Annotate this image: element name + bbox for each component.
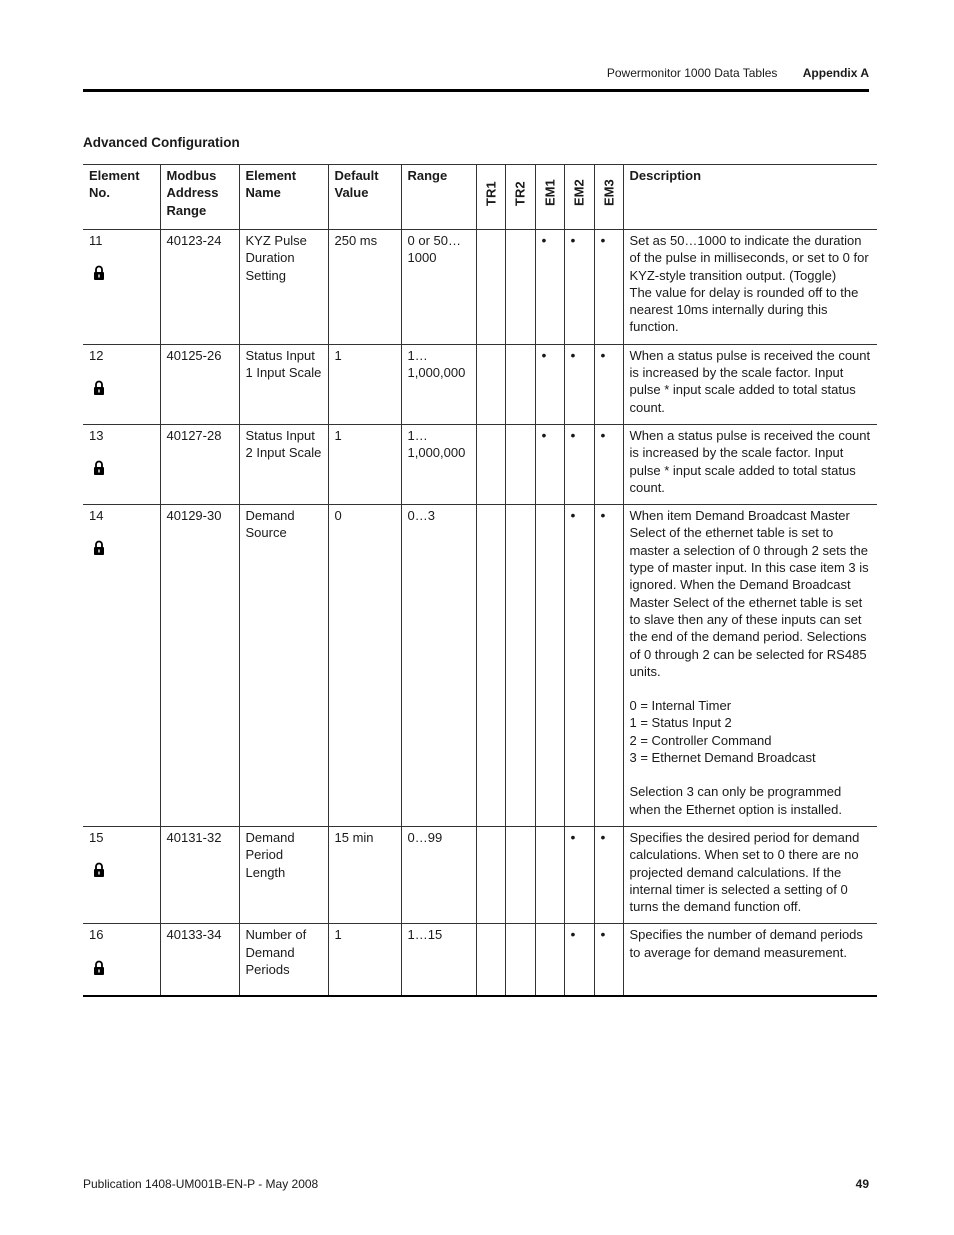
table-row <box>83 424 877 504</box>
cell-element-no <box>83 230 160 345</box>
option-text: 3 = Ethernet Demand Broadcast <box>629 750 816 766</box>
option-text: 1 = Status Input 2 <box>629 715 732 731</box>
element-no: 15 <box>89 829 104 845</box>
header-appendix: Appendix A <box>802 66 869 80</box>
col-em1-label: EM1 <box>541 178 557 206</box>
cell-em2: • <box>564 230 594 345</box>
cell-default-value: 250 ms <box>328 230 401 345</box>
cell-modbus: 40133-34 <box>160 924 239 996</box>
lock-icon <box>93 265 105 280</box>
col-em3-label: EM3 <box>600 178 616 206</box>
advanced-configuration-table <box>83 164 877 997</box>
cell-tr1 <box>476 344 505 424</box>
description-text: When a status pulse is received the count is increased by the scale factor. Input pulse * input scale added to total status count. <box>629 427 871 495</box>
table-row <box>83 924 877 996</box>
cell-element-no <box>83 344 160 424</box>
cell-tr2 <box>505 230 535 345</box>
cell-em1: • <box>535 344 564 424</box>
footer-publication: Publication 1408-UM001B-EN-P - May 2008 <box>83 1177 319 1191</box>
cell-em3: • <box>594 505 623 827</box>
table-header-row <box>83 165 877 230</box>
cell-element-name: Demand Source <box>239 505 328 827</box>
cell-tr2 <box>505 924 535 996</box>
cell-modbus: 40123-24 <box>160 230 239 345</box>
cell-em3: • <box>594 344 623 424</box>
col-element-no: Element No. <box>83 165 160 230</box>
cell-element-name: Status Input 1 Input Scale <box>239 344 328 424</box>
element-no: 16 <box>89 927 104 943</box>
col-em1 <box>535 165 564 230</box>
description-text: When item Demand Broadcast Master Select of the ethernet table is set to master a selection of 0 through 2 sets the type of master input. In this case item 3 is ignored. When the Demand Broadcast Master Select of the ethernet table is set to slave then any of these inputs can set the end of the demand period. Selections of 0 through 2 can be selected for RS485 units. <box>629 508 869 679</box>
cell-element-name: Number of Demand Periods <box>239 924 328 996</box>
cell-element-no <box>83 424 160 504</box>
description-text: Specifies the desired period for demand calculations. When set to 0 there are no projected demand calculations. If the internal timer is selected a setting of 0 turns the demand function off. <box>629 829 860 915</box>
cell-description <box>623 344 877 424</box>
header-title: Powermonitor 1000 Data Tables <box>606 66 778 80</box>
col-tr1 <box>476 165 505 230</box>
option-text: 2 = Controller Command <box>629 732 772 748</box>
cell-em3: • <box>594 924 623 996</box>
col-tr2-label: TR2 <box>512 181 528 206</box>
header-rule <box>83 89 869 92</box>
col-modbus-address-range: Modbus Address Range <box>160 165 239 230</box>
cell-tr2 <box>505 505 535 827</box>
element-no: 11 <box>89 233 103 248</box>
description-text: Selection 3 can only be programmed when the Ethernet option is installed. <box>629 784 842 817</box>
cell-description <box>623 505 877 827</box>
element-no: 12 <box>89 347 104 363</box>
description-text: Specifies the number of demand periods to average for demand measurement. <box>629 927 863 960</box>
cell-description <box>623 924 877 996</box>
cell-element-name: KYZ Pulse Duration Setting <box>239 230 328 345</box>
lock-icon <box>93 460 105 475</box>
cell-em1 <box>535 505 564 827</box>
cell-em2: • <box>564 924 594 996</box>
cell-range: 0 or 50…1000 <box>401 230 476 345</box>
cell-description <box>623 826 877 923</box>
element-no: 14 <box>89 508 104 524</box>
cell-em2: • <box>564 344 594 424</box>
col-tr2 <box>505 165 535 230</box>
table-row <box>83 826 877 923</box>
cell-range: 1…15 <box>401 924 476 996</box>
col-tr1-label: TR1 <box>482 181 498 206</box>
cell-tr1 <box>476 505 505 827</box>
cell-range: 0…99 <box>401 826 476 923</box>
cell-element-no <box>83 505 160 827</box>
cell-em3: • <box>594 230 623 345</box>
description-text: When a status pulse is received the count is increased by the scale factor. Input pulse * input scale added to total status count. <box>629 347 871 415</box>
cell-em2: • <box>564 505 594 827</box>
cell-em2: • <box>564 424 594 504</box>
cell-default-value: 15 min <box>328 826 401 923</box>
cell-tr1 <box>476 826 505 923</box>
cell-element-name: Demand Period Length <box>239 826 328 923</box>
cell-element-no <box>83 826 160 923</box>
cell-em3: • <box>594 424 623 504</box>
lock-icon <box>93 862 105 877</box>
cell-range: 0…3 <box>401 505 476 827</box>
cell-range: 1… 1,000,000 <box>401 424 476 504</box>
cell-default-value: 1 <box>328 424 401 504</box>
cell-default-value: 1 <box>328 344 401 424</box>
lock-icon <box>93 380 105 395</box>
cell-element-no <box>83 924 160 996</box>
cell-tr1 <box>476 230 505 345</box>
col-element-name: Element Name <box>239 165 328 230</box>
description-text: Set as 50…1000 to indicate the duration of the pulse in milliseconds, or set to 0 for KYZ-style transition output. (Toggle) <box>629 233 869 283</box>
col-em2-label: EM2 <box>571 178 587 206</box>
cell-em1 <box>535 924 564 996</box>
col-description: Description <box>623 165 877 230</box>
cell-description <box>623 424 877 504</box>
element-no: 13 <box>89 427 104 443</box>
col-em2 <box>564 165 594 230</box>
cell-element-name: Status Input 2 Input Scale <box>239 424 328 504</box>
cell-tr1 <box>476 424 505 504</box>
cell-em1: • <box>535 230 564 345</box>
cell-modbus: 40131-32 <box>160 826 239 923</box>
cell-default-value: 0 <box>328 505 401 827</box>
cell-em1: • <box>535 424 564 504</box>
table-row <box>83 344 877 424</box>
page-header <box>83 66 869 84</box>
description-text: The value for delay is rounded off to the nearest 10ms internally during this function. <box>629 284 859 335</box>
cell-em1 <box>535 826 564 923</box>
cell-tr2 <box>505 826 535 923</box>
cell-em3: • <box>594 826 623 923</box>
cell-range: 1… 1,000,000 <box>401 344 476 424</box>
col-em3 <box>594 165 623 230</box>
lock-icon <box>93 540 105 555</box>
cell-default-value: 1 <box>328 924 401 996</box>
col-range: Range <box>401 165 476 230</box>
cell-modbus: 40129-30 <box>160 505 239 827</box>
table-row <box>83 505 877 827</box>
cell-tr2 <box>505 344 535 424</box>
cell-tr1 <box>476 924 505 996</box>
cell-modbus: 40127-28 <box>160 424 239 504</box>
lock-icon <box>93 960 105 975</box>
cell-description <box>623 230 877 345</box>
cell-em2: • <box>564 826 594 923</box>
section-title: Advanced Configuration <box>83 135 240 150</box>
cell-tr2 <box>505 424 535 504</box>
cell-modbus: 40125-26 <box>160 344 239 424</box>
page-number: 49 <box>855 1177 869 1191</box>
option-text: 0 = Internal Timer <box>629 698 732 714</box>
table-row <box>83 230 877 345</box>
col-default-value: Default Value <box>328 165 401 230</box>
